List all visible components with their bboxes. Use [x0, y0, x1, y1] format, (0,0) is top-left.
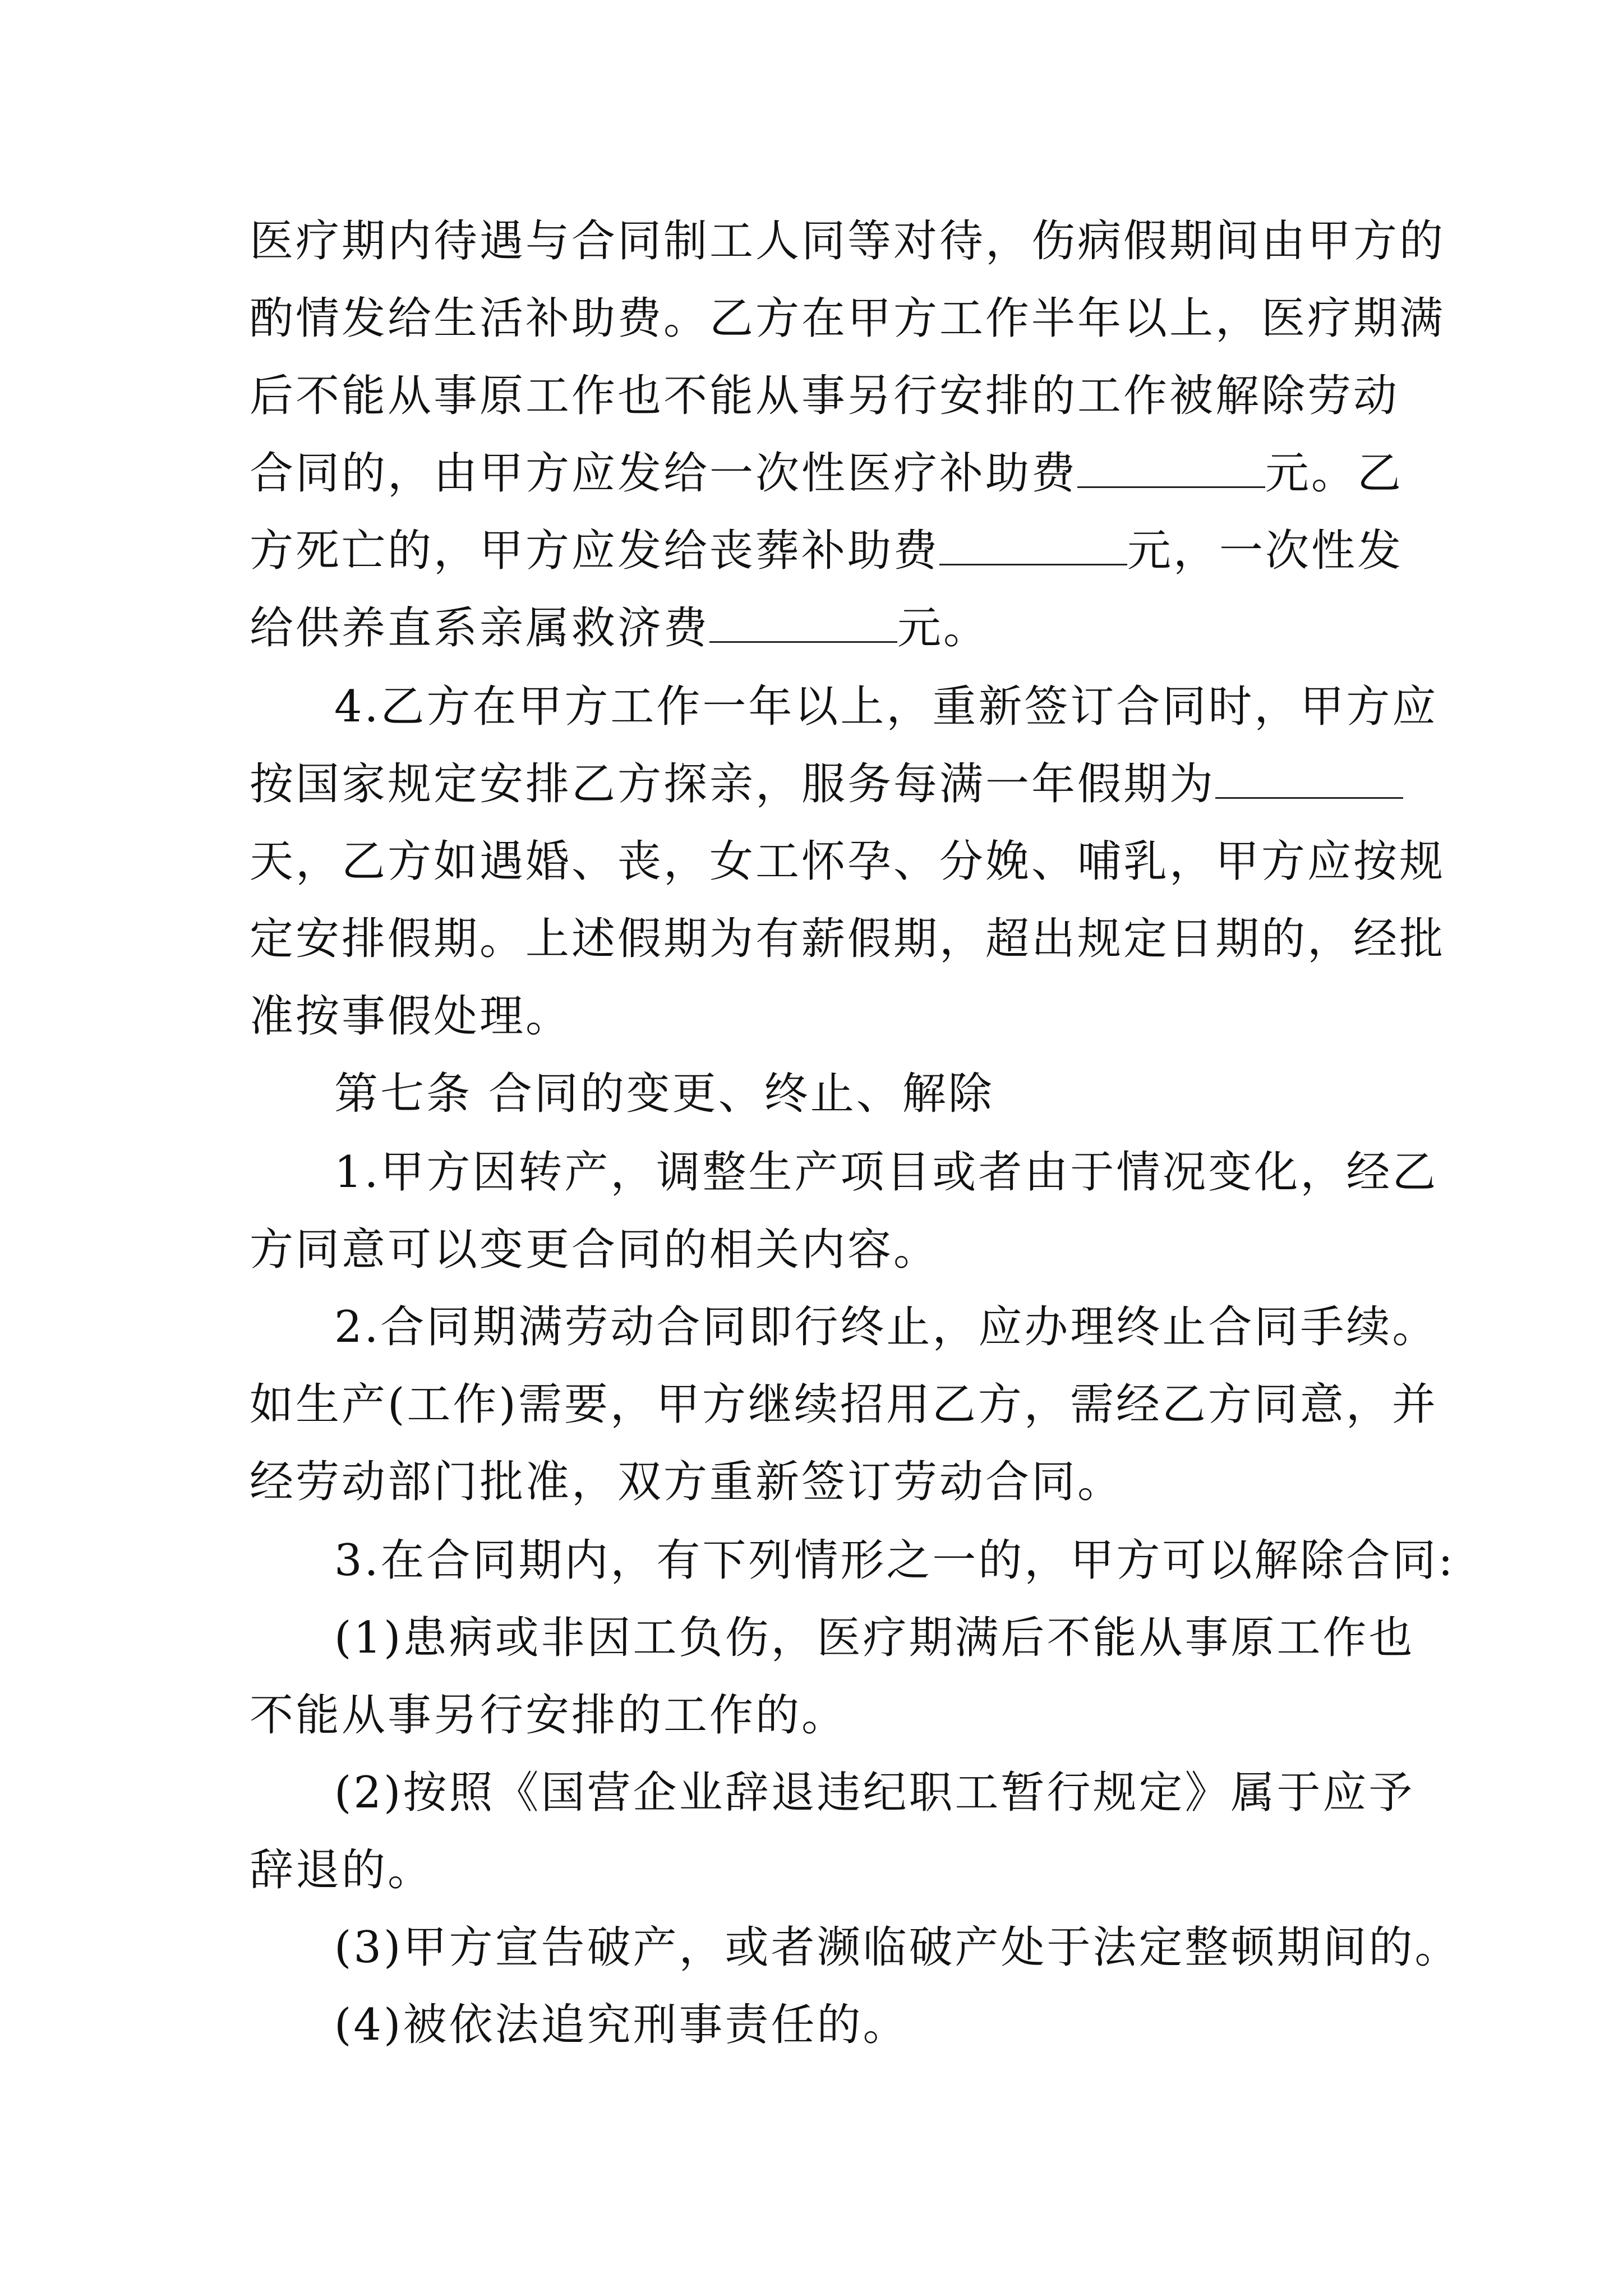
text: 天，乙方如遇婚、丧，女工怀孕、分娩、哺乳，甲方应按规 — [250, 836, 1446, 887]
text-line — [250, 1842, 434, 1898]
text-line — [334, 1997, 909, 2053]
text-line — [250, 291, 1445, 347]
text: 1.甲方因转产，调整生产项目或者由于情况变化，经乙 — [334, 1147, 1438, 1198]
text-line — [250, 368, 1399, 424]
text-line — [250, 1687, 847, 1743]
text: 元，一次性发 — [1127, 526, 1404, 576]
text: (4)被依法追究刑事责任的。 — [334, 2000, 909, 2050]
text: 合同的，由甲方应发给一次性医疗补助费 — [250, 448, 1078, 499]
text: 辞退的。 — [250, 1845, 434, 1895]
text-line — [250, 1222, 939, 1278]
text: 后不能从事原工作也不能从事另行安排的工作被解除劳动 — [250, 371, 1400, 421]
text: 2.合同期满劳动合同即行终止，应办理终止合同手续。 — [334, 1302, 1438, 1352]
text: 给供养直系亲属救济费 — [250, 603, 710, 654]
fill-in-blank — [939, 524, 1127, 565]
text: 酌情发给生活补助费。乙方在甲方工作半年以上，医疗期满 — [250, 293, 1446, 344]
text: 医疗期内待遇与合同制工人同等对待，伤病假期间由甲方的 — [250, 216, 1446, 266]
text-line — [334, 1920, 1461, 1976]
text-line — [334, 1299, 1438, 1355]
text: 准按事假处理。 — [250, 991, 572, 1042]
section-heading — [334, 1066, 994, 1122]
text: 第七条 合同的变更、终止、解除 — [334, 1069, 994, 1119]
text-line — [250, 756, 1403, 812]
text-line — [250, 1454, 1123, 1510]
text-line — [250, 911, 1445, 967]
text: 按国家规定安排乙方探亲，服务每满一年假期为 — [250, 759, 1216, 809]
text-line — [250, 445, 1403, 501]
text: (2)按照《国营企业辞退违纪职工暂行规定》属于应予 — [334, 1768, 1415, 1818]
text-line — [250, 600, 989, 656]
fill-in-blank — [1077, 447, 1265, 488]
text-line — [250, 213, 1445, 269]
fill-in-blank — [709, 602, 897, 643]
text: (3)甲方宣告破产，或者濒临破产处于法定整顿期间的。 — [334, 1922, 1461, 1973]
text-line — [250, 523, 1403, 579]
text-line — [250, 988, 571, 1045]
text: 经劳动部门批准，双方重新签订劳动合同。 — [250, 1457, 1124, 1507]
text: 如生产(工作)需要，甲方继续招用乙方，需经乙方同意，并 — [250, 1379, 1438, 1430]
text: 方同意可以变更合同的相关内容。 — [250, 1225, 940, 1275]
text: 方死亡的，甲方应发给丧葬补助费 — [250, 526, 940, 576]
text: 不能从事另行安排的工作的。 — [250, 1690, 848, 1741]
fill-in-blank — [1215, 758, 1403, 799]
text: 元。乙 — [1265, 448, 1404, 499]
text-line — [334, 1610, 1415, 1666]
text-line — [250, 1377, 1438, 1433]
text: 元。 — [897, 603, 990, 654]
text-line — [250, 834, 1445, 890]
text: 3.在合同期内，有下列情形之一的，甲方可以解除合同: — [334, 1535, 1455, 1586]
text: (1)患病或非因工负伤，医疗期满后不能从事原工作也 — [334, 1613, 1415, 1663]
text-line — [334, 1765, 1415, 1821]
text-line — [334, 1144, 1438, 1200]
text: 定安排假期。上述假期为有薪假期，超出规定日期的，经批 — [250, 914, 1446, 964]
text-line — [334, 1533, 1455, 1589]
text: 4.乙方在甲方工作一年以上，重新签订合同时，甲方应 — [334, 682, 1438, 732]
text-line — [334, 679, 1438, 735]
